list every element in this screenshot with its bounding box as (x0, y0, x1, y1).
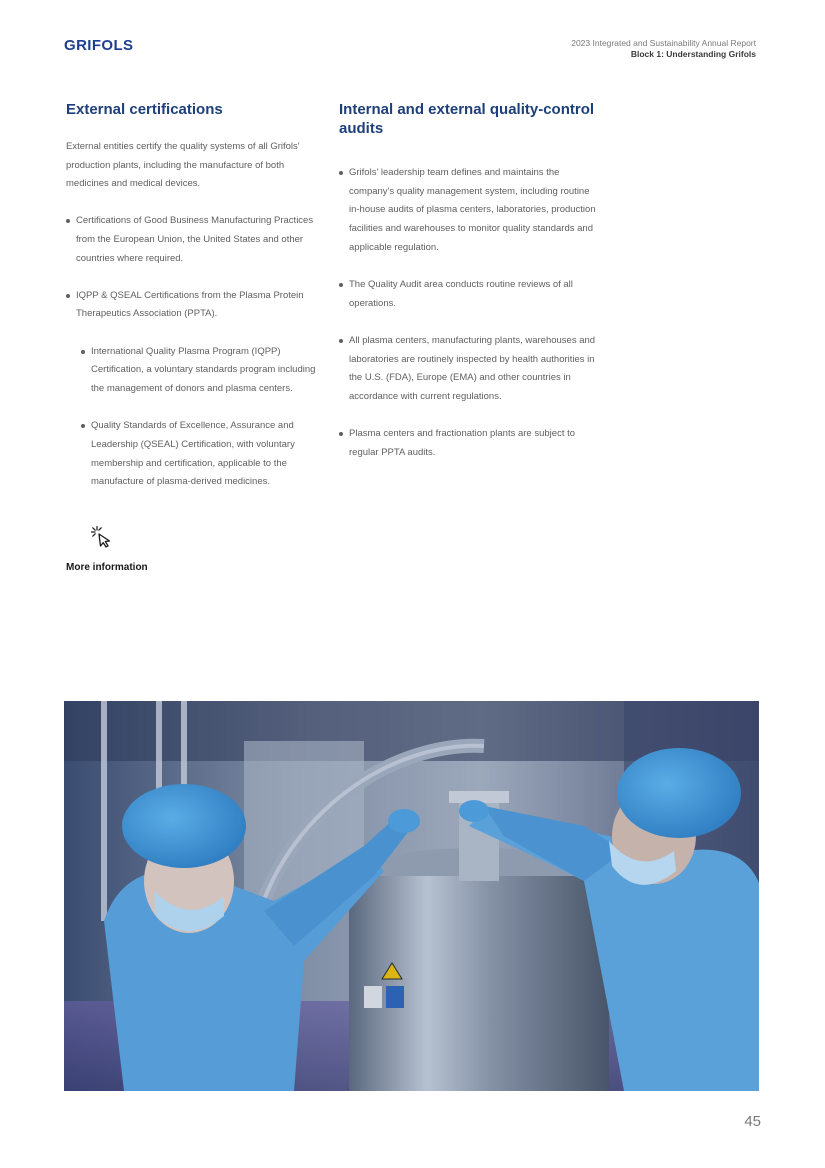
list-item: All plasma centers, manufacturing plants, warehouses and laboratories are routinely inspected by health authorities in the U.S. (FDA), Europe (EMA) and other countries in accordance with current regulations. (339, 332, 599, 407)
quality-control-audits-section (339, 100, 599, 481)
external-certifications-section (66, 100, 321, 511)
list-item: The Quality Audit area conducts routine reviews of all operations. (339, 276, 599, 313)
grifols-logo: GRIFOLS (64, 37, 134, 54)
audits-list (339, 164, 599, 463)
more-information-label[interactable]: More information (66, 562, 148, 573)
list-item: Certifications of Good Business Manufacturing Practices from the European Union, the United States and other countries where required. (66, 212, 321, 268)
section-heading-quality-control-audits: Internal and external quality-control audits (339, 101, 595, 137)
list-item: Plasma centers and fractionation plants are subject to regular PPTA audits. (339, 425, 599, 462)
report-header (571, 38, 756, 60)
section-heading-external-certifications: External certifications (66, 101, 223, 118)
intro-paragraph: External entities certify the quality systems of all Grifols' production plants, including the manufacture of both medicines and medical devices. (66, 141, 300, 190)
more-information-link[interactable] (66, 525, 176, 575)
click-cursor-icon[interactable] (90, 525, 114, 549)
list-item: Grifols' leadership team defines and maintains the company's quality management system, including routine in-house audits of plasma centers, laboratories, production facilities and warehouses to monitor quality standards and applicable regulation. (339, 164, 599, 258)
report-title: 2023 Integrated and Sustainability Annual Report (571, 38, 756, 48)
ppta-certifications-sublist (81, 343, 321, 492)
block-title: Block 1: Understanding Grifols (630, 49, 756, 59)
list-item: International Quality Plasma Program (IQPP) Certification, a voluntary standards program including the management of donors and plasma centers. (81, 343, 321, 399)
certifications-list (66, 212, 321, 324)
lab-scene-illustration (64, 701, 759, 1091)
lab-technicians-photo (64, 701, 759, 1091)
list-item: Quality Standards of Excellence, Assurance and Leadership (QSEAL) Certification, with voluntary membership and certification, applicable to the manufacture of plasma-derived medicines. (81, 417, 321, 492)
page-number: 45 (744, 1113, 761, 1130)
list-item: IQPP & QSEAL Certifications from the Plasma Protein Therapeutics Association (PPTA). (66, 287, 321, 324)
